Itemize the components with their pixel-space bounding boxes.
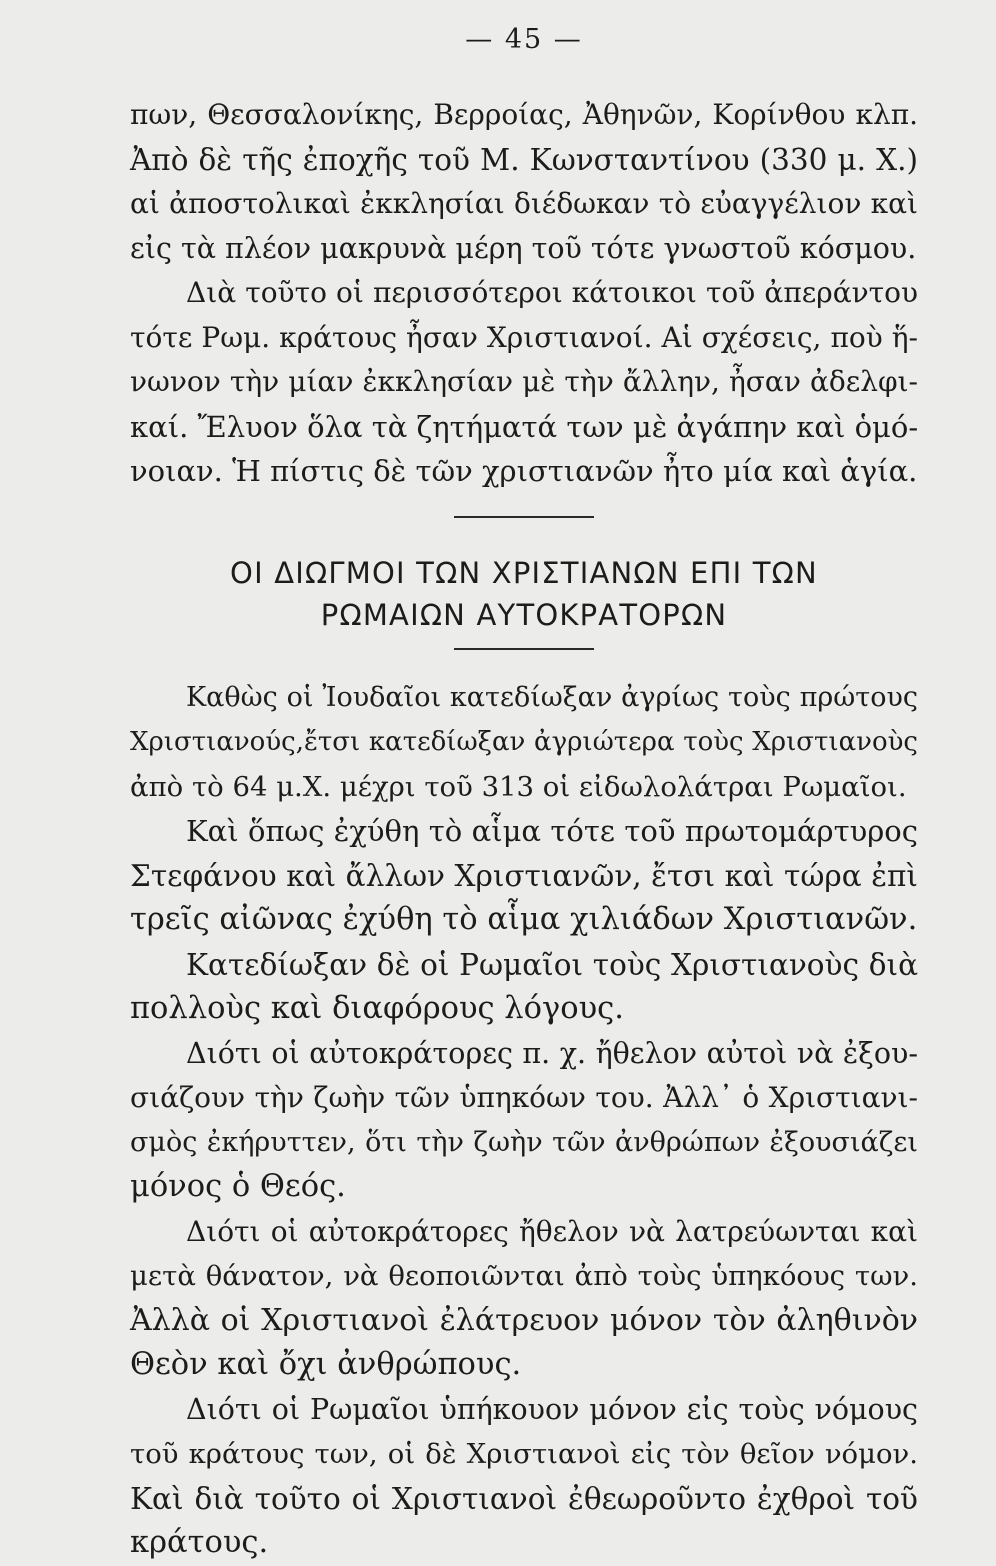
text-line: σιάζουν τὴν ζωὴν τῶν ὑπηκόων του. Ἀλλ᾽ ὁ Χριστιανι- <box>130 1081 918 1114</box>
text-line: Διότι οἱ αὐτοκράτορες ἤθελον νὰ λατρεύωνται καὶ <box>186 1214 918 1248</box>
text-line: ἀπὸ τὸ 64 μ.Χ. μέχρι τοῦ 313 οἱ εἰδωλολάτραι Ρωμαῖοι. <box>130 770 907 803</box>
section-paragraph <box>130 1032 918 1210</box>
page-number: — 45 — <box>465 24 583 55</box>
second-paragraph <box>130 271 918 494</box>
section-divider-bottom <box>454 648 594 650</box>
section-heading <box>130 552 918 636</box>
text-line: νοιαν. Ἡ πίστις δὲ τῶν χριστιανῶν ἦτο μία καὶ ἁγία. <box>130 454 918 488</box>
text-line: Καθὼς οἱ Ἰουδαῖοι κατεδίωξαν ἀγρίως τοὺς πρώτους <box>186 681 918 713</box>
text-line: εἰς τὰ πλέον μακρυνὰ μέρη τοῦ τότε γνωστοῦ κόσμου. <box>130 231 917 265</box>
text-line: Καὶ διὰ τοῦτο οἱ Χριστιανοὶ ἐθεωροῦντο ἐχθροὶ τοῦ <box>130 1481 918 1516</box>
text-line: τότε Ρωμ. κράτους ἦσαν Χριστιανοί. Αἱ σχέσεις, ποὺ ἥ- <box>130 320 918 354</box>
section-paragraph <box>130 943 918 1032</box>
text-line: Διὰ τοῦτο οἱ περισσότεροι κάτοικοι τοῦ ἀπεράντου <box>186 276 918 309</box>
text-line: τοῦ κράτους των, οἱ δὲ Χριστιανοὶ εἰς τὸν θεῖον νόμον. <box>130 1438 918 1470</box>
section-heading-line: ΡΩΜΑΙΩΝ ΑΥΤΟΚΡΑΤΟΡΩΝ <box>320 597 728 632</box>
text-line: τρεῖς αἰῶνας ἐχύθη τὸ αἷμα χιλιάδων Χριστιανῶν. <box>130 902 918 937</box>
text-line: νωνον τὴν μίαν ἐκκλησίαν μὲ τὴν ἄλλην, ἦσαν ἀδελφι- <box>130 365 918 398</box>
text-line: καί. Ἔλυον ὅλα τὰ ζητήματά των μὲ ἀγάπην καὶ ὁμό- <box>130 409 919 444</box>
section-paragraph <box>130 1210 918 1388</box>
section-heading-line: ΟΙ ΔΙΩΓΜΟΙ ΤΩΝ ΧΡΙΣΤΙΑΝΩΝ ΕΠΙ ΤΩΝ <box>230 555 818 590</box>
text-line: Στεφάνου καὶ ἄλλων Χριστιανῶν, ἔτσι καὶ τώρα ἐπὶ <box>130 858 918 893</box>
text-line: Κατεδίωξαν δὲ οἱ Ρωμαῖοι τοὺς Χριστιανοὺς διὰ <box>186 947 918 982</box>
section-divider-top <box>454 516 594 518</box>
text-line: αἱ ἀποστολικαὶ ἐκκλησίαι διέδωκαν τὸ εὐαγγέλιον καὶ <box>130 187 918 220</box>
section-paragraph <box>130 676 918 810</box>
text-line: Διότι οἱ αὐτοκράτορες π. χ. ἤθελον αὐτοὶ νὰ ἐξου- <box>186 1036 918 1070</box>
section-paragraph <box>130 1388 918 1566</box>
text-line: Θεὸν καὶ ὄχι ἀνθρώπους. <box>130 1347 522 1382</box>
text-line: σμὸς ἐκήρυττεν, ὅτι τὴν ζωὴν τῶν ἀνθρώπων ἐξουσιάζει <box>130 1126 918 1158</box>
intro-paragraph <box>130 93 918 271</box>
text-line: πολλοὺς καὶ διαφόρους λόγους. <box>130 991 624 1026</box>
text-line: μετὰ θάνατον, νὰ θεοποιῶνται ἀπὸ τοὺς ὑπηκόους των. <box>130 1260 918 1292</box>
text-line: πων, Θεσσαλονίκης, Βερροίας, Ἀθηνῶν, Κορίνθου κλπ. <box>130 98 918 131</box>
text-line: Χριστιανούς,ἔτσι κατεδίωξαν ἀγριώτερα τοὺς Χριστιανοὺς <box>130 727 918 757</box>
text-line: Καὶ ὅπως ἐχύθη τὸ αἷμα τότε τοῦ πρωτομάρτυρος <box>186 814 918 848</box>
text-line: Ἀπὸ δὲ τῆς ἐποχῆς τοῦ Μ. Κωνσταντίνου (330 μ. Χ.) <box>130 142 918 177</box>
text-line: μόνος ὁ Θεός. <box>130 1169 346 1204</box>
text-line: Διότι οἱ Ρωμαῖοι ὑπήκουον μόνον εἰς τοὺς νόμους <box>186 1392 918 1426</box>
section-paragraph <box>130 809 918 943</box>
text-line: κράτους. <box>130 1525 269 1560</box>
text-line: Ἀλλὰ οἱ Χριστιανοὶ ἐλάτρευον μόνον τὸν ἀληθινὸν <box>130 1302 918 1338</box>
